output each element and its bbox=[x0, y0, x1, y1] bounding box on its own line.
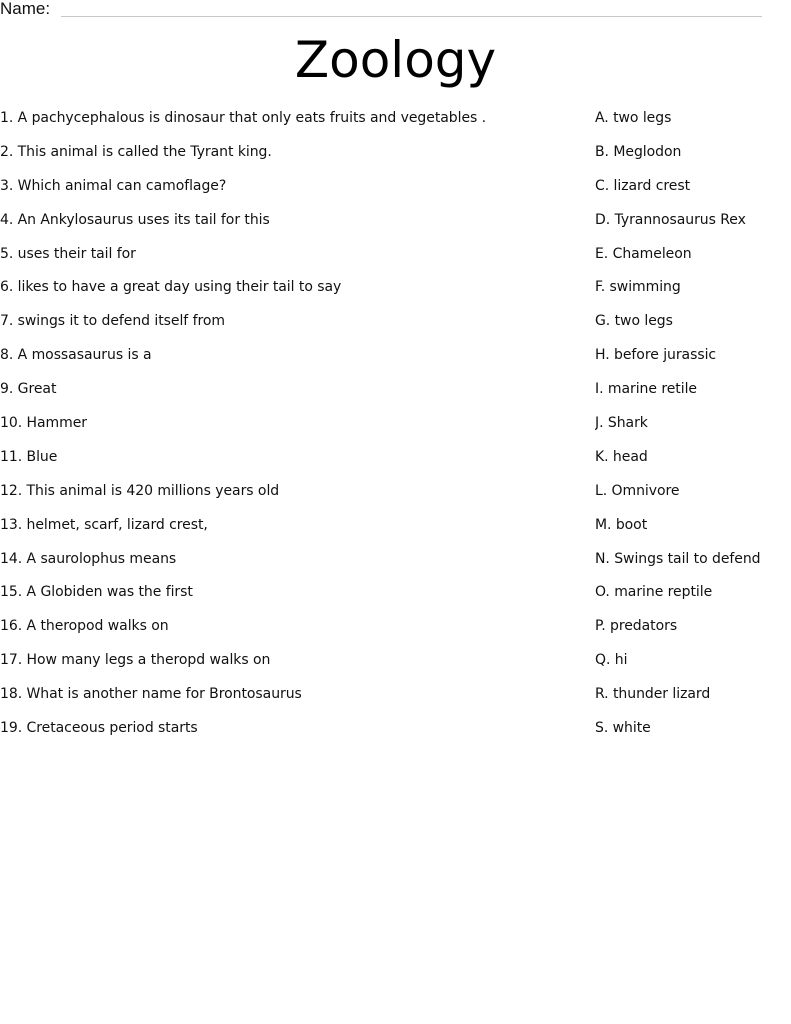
answer-list bbox=[595, 107, 791, 751]
question-item: 3. Which animal can camoflage? bbox=[0, 177, 227, 194]
question-list bbox=[0, 107, 580, 751]
question-item: 19. Cretaceous period starts bbox=[0, 720, 198, 737]
question-item: 12. This animal is 420 millions years old bbox=[0, 482, 280, 499]
answer-item: L. Omnivore bbox=[595, 482, 680, 499]
answer-item: C. lizard crest bbox=[595, 177, 691, 194]
answer-item: S. white bbox=[595, 720, 651, 737]
answer-item: R. thunder lizard bbox=[595, 686, 711, 703]
answer-item: H. before jurassic bbox=[595, 347, 717, 364]
answer-item: G. two legs bbox=[595, 313, 673, 330]
question-item: 16. A theropod walks on bbox=[0, 618, 169, 635]
question-item: 2. This animal is called the Tyrant king. bbox=[0, 143, 272, 160]
answer-item: P. predators bbox=[595, 618, 678, 635]
name-line bbox=[61, 16, 762, 17]
question-item: 18. What is another name for Brontosaurus bbox=[0, 686, 302, 703]
answer-item: K. head bbox=[595, 448, 648, 465]
question-item: 14. A saurolophus means bbox=[0, 550, 177, 567]
answer-item: A. two legs bbox=[595, 110, 672, 126]
answer-item: E. Chameleon bbox=[595, 245, 692, 262]
answer-item: D. Tyrannosaurus Rex bbox=[595, 211, 746, 228]
worksheet-title: Zoology bbox=[294, 31, 497, 89]
question-item: 4. An Ankylosaurus uses its tail for this bbox=[0, 211, 270, 228]
question-item: 11. Blue bbox=[0, 448, 58, 465]
answer-item: F. swimming bbox=[595, 279, 681, 296]
answer-item: Q. hi bbox=[595, 652, 628, 669]
question-item: 13. helmet, scarf, lizard crest, bbox=[0, 516, 208, 533]
question-item: 7. swings it to defend itself from bbox=[0, 313, 225, 330]
answer-item: N. Swings tail to defend bbox=[595, 550, 761, 567]
question-item: 10. Hammer bbox=[0, 415, 87, 432]
question-item: 9. Great bbox=[0, 381, 57, 398]
answer-item: J. Shark bbox=[595, 415, 648, 432]
name-label: Name: bbox=[0, 0, 51, 18]
question-item: 1. A pachycephalous is dinosaur that only eats fruits and vegetables . bbox=[0, 110, 487, 126]
question-item: 17. How many legs a theropd walks on bbox=[0, 652, 271, 669]
question-item: 15. A Globiden was the first bbox=[0, 584, 193, 601]
question-item: 5. uses their tail for bbox=[0, 245, 136, 262]
answer-item: I. marine retile bbox=[595, 381, 697, 398]
answer-item: M. boot bbox=[595, 516, 648, 533]
question-item: 6. likes to have a great day using their tail to say bbox=[0, 279, 342, 296]
question-item: 8. A mossasaurus is a bbox=[0, 347, 152, 364]
answer-item: O. marine reptile bbox=[595, 584, 713, 601]
name-row bbox=[0, 0, 762, 20]
answer-item: B. Meglodon bbox=[595, 143, 682, 160]
